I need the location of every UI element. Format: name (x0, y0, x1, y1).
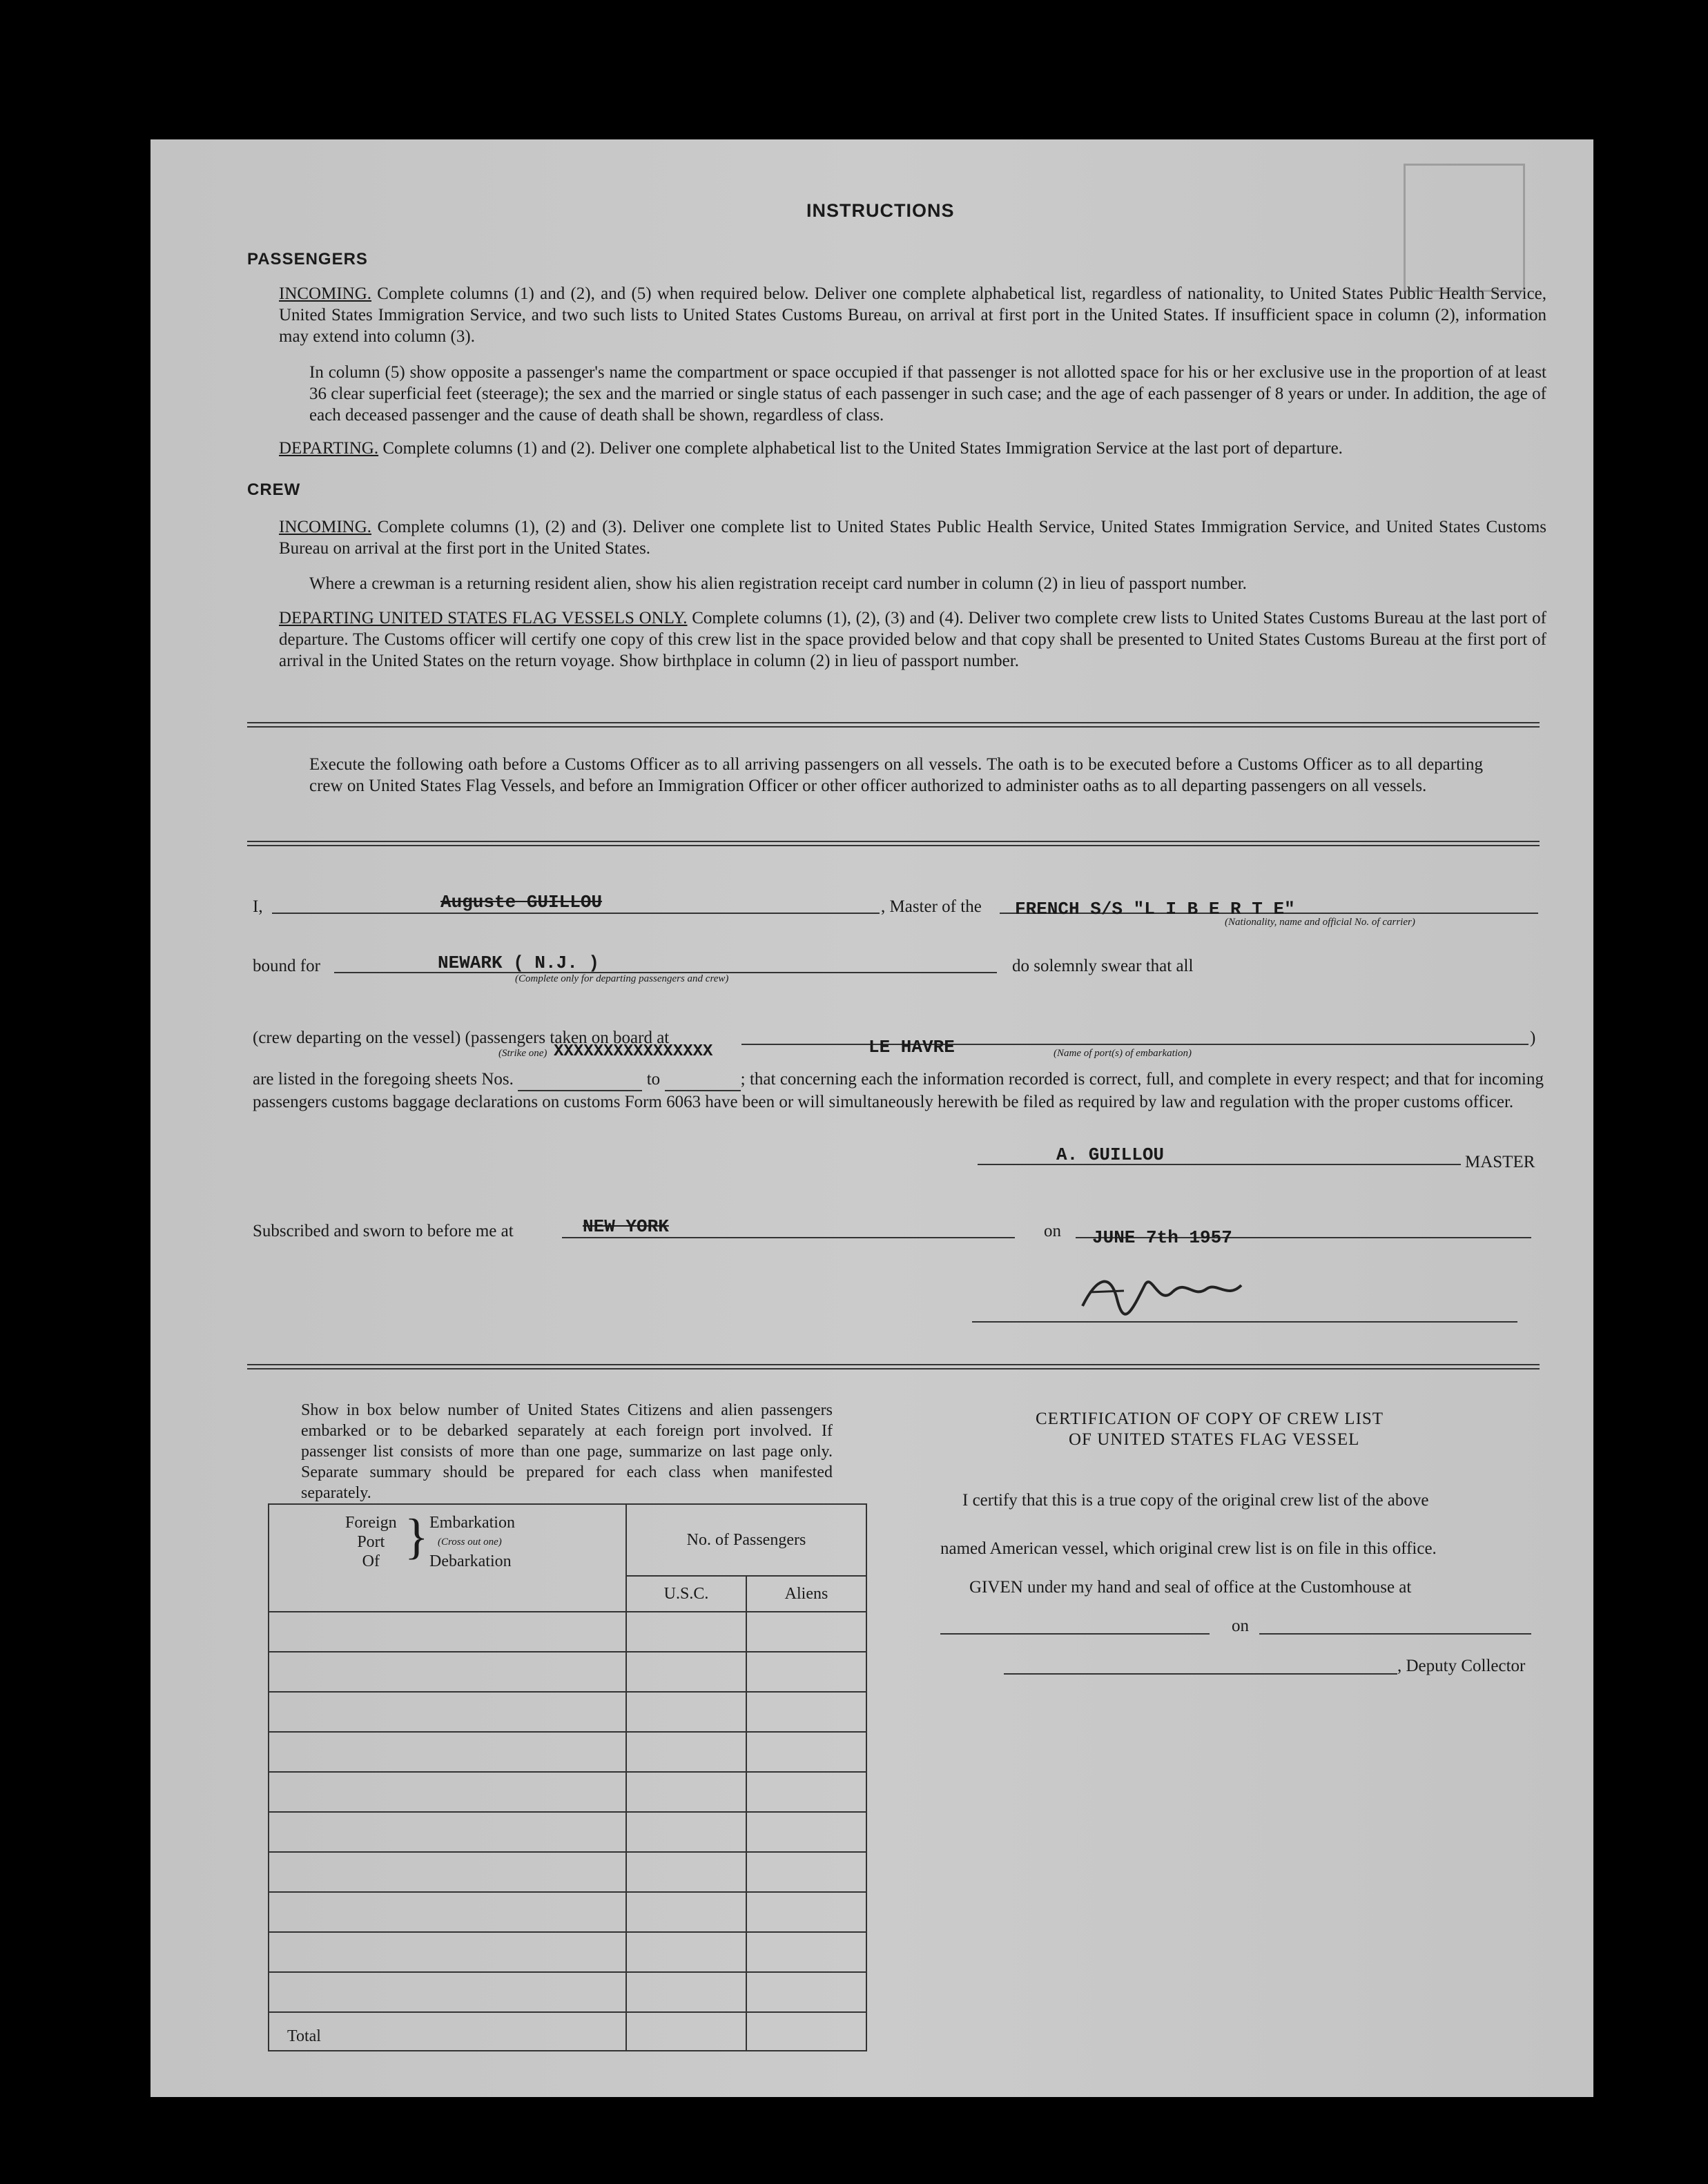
sheets-rest: ; that concerning each the information recorded is correct, full, and complete in every respect; and that for incoming passengers customs baggage declarations on customs Form 6063 have been or will simultaneously herewith be filed as required by law and regulation with the proper customs officer. (253, 1070, 1544, 1111)
sheets-to-blank (665, 1069, 741, 1091)
received-stamp (1404, 164, 1525, 292)
crew-departing-text: Complete columns (1), (2), (3) and (4). Deliver two complete crew lists to United States Customs Bureau at the last port of departure. The Customs officer will certify one copy of this crew list in the space provided below and that copy shall be presented to United States Customs Bureau at the first port of arrival in the United States on the return voyage. Show birthplace in column (2) in lieu of passport number. (279, 609, 1547, 670)
col-foreign: Foreign (345, 1514, 397, 1532)
table-row (269, 1892, 626, 1932)
no-passengers-header: No. of Passengers (626, 1504, 866, 1576)
passengers-heading: PASSENGERS (247, 250, 368, 269)
master-of-label: , Master of the (881, 897, 982, 916)
sheets-from-blank (518, 1069, 642, 1091)
swear-text: do solemnly swear that all (1012, 957, 1194, 975)
col-embarkation: Embarkation (429, 1514, 515, 1532)
divider (247, 841, 1540, 846)
document-page (151, 139, 1593, 2097)
table-row (269, 1972, 626, 2012)
page-title: INSTRUCTIONS (806, 200, 955, 221)
passengers-departing-paragraph (279, 438, 1546, 459)
sworn-place-value: NEW YORK (583, 1216, 669, 1237)
port-line (741, 1044, 1529, 1045)
table-row (269, 1812, 626, 1852)
official-signature (1069, 1258, 1276, 1327)
table-row (269, 1692, 626, 1732)
deputy-collector-label: , Deputy Collector (1397, 1657, 1526, 1675)
passengers-departing-text: Complete columns (1) and (2). Deliver one complete alphabetical list to the United States Immigration Service at the last port of departure. (382, 439, 1343, 458)
certification-line1: I certify that this is a true copy of the original crew list of the above (962, 1491, 1429, 1510)
divider (247, 1364, 1540, 1369)
passenger-summary-table (268, 1503, 867, 2051)
strike-marks: XXXXXXXXXXXXXXXX (554, 1042, 713, 1061)
strike-caption: (Strike one) (498, 1048, 547, 1059)
sheets-paragraph (253, 1069, 1544, 1113)
passengers-column5-paragraph: In column (5) show opposite a passenger's name the compartment or space occupied if that passenger is not allotted space for his or her exclusive use in the proportion of at least 36 clear superficial feet (steerage); the sex and the married or single status of each passenger in such case; and the age of each passenger of 8 years or under. In addition, the age of each deceased passenger and the cause of death shall be shown, regardless of class. (309, 363, 1546, 425)
col-cross-out: (Cross out one) (438, 1537, 502, 1548)
passengers-departing-label: DEPARTING. (279, 439, 379, 458)
oath-i-label: I, (253, 897, 263, 916)
aliens-header: Aliens (746, 1576, 866, 1612)
crew-incoming-label: INCOMING. (279, 518, 372, 536)
table-row (269, 1932, 626, 1972)
total-usc (626, 2012, 746, 2051)
certification-title-line2: OF UNITED STATES FLAG VESSEL (1069, 1430, 1360, 1449)
certification-date-line (1259, 1633, 1531, 1635)
certification-line3: GIVEN under my hand and seal of office at the Customhouse at (969, 1578, 1412, 1597)
sheets-to-label: to (646, 1070, 661, 1089)
vessel-caption: (Nationality, name and official No. of carrier) (1225, 917, 1415, 928)
crew-incoming-paragraph (279, 516, 1546, 559)
col-debarkation: Debarkation (429, 1552, 512, 1570)
vessel-value: FRENCH S/S "L I B E R T E" (1015, 899, 1295, 919)
sworn-place-line (562, 1237, 1015, 1238)
master-label: MASTER (1465, 1153, 1535, 1171)
usc-header: U.S.C. (626, 1576, 746, 1612)
table-row (269, 1612, 626, 1652)
port-caption: (Name of port(s) of embarkation) (1054, 1048, 1192, 1059)
col-of: Of (362, 1552, 380, 1570)
certification-on-label: on (1232, 1617, 1249, 1635)
crew-incoming-text: Complete columns (1), (2) and (3). Deliver one complete list to United States Public Health Service, United States Immigration Service, and United States Customs Bureau on arrival at the first port in the United States. (279, 518, 1547, 558)
bound-for-label: bound for (253, 957, 320, 975)
passengers-incoming-text: Complete columns (1) and (2), and (5) when required below. Deliver one complete alphabetical list, regardless of nationality, to United States Public Health Service, United States Immigration Service, and two such lists to United States Customs Bureau, on arrival at first port in the United States. If insufficient space in column (2), information may extend into column (3). (279, 284, 1547, 346)
port-header-cell: Foreign Port Of } Embarkation (Cross out one) Debarkation (269, 1504, 626, 1612)
crew-departing-paragraph (279, 607, 1546, 672)
divider (247, 722, 1540, 728)
on-label: on (1044, 1222, 1061, 1240)
deputy-signature-line (1004, 1673, 1397, 1675)
destination-value: NEWARK ( N.J. ) (438, 953, 600, 973)
master-signature-value: A. GUILLOU (1056, 1144, 1165, 1165)
certification-title-line1: CERTIFICATION OF COPY OF CREW LIST (1036, 1410, 1384, 1428)
port-embarked-value: LE HAVRE (868, 1037, 955, 1057)
total-label: Total (269, 2012, 626, 2051)
oath-intro-paragraph: Execute the following oath before a Customs Officer as to all arriving passengers on all vessels. The oath is to be executed before a Customs Officer as to all departing crew on United States Flag Vessels, and before an Immigration Officer or other officer authorized to administer oaths as to all departing passengers on all vessels. (309, 755, 1483, 795)
crew-departing-text: (crew departing on the vessel) (passengers taken on board at (253, 1028, 670, 1047)
total-aliens (746, 2012, 866, 2051)
sheets-prefix: are listed in the foregoing sheets Nos. (253, 1070, 514, 1089)
passengers-incoming-label: INCOMING. (279, 284, 372, 303)
master-name-line (272, 913, 880, 914)
crew-resident-paragraph: Where a crewman is a returning resident alien, show his alien registration receipt card number in column (2) in lieu of passport number. (309, 574, 1247, 593)
subscribed-label: Subscribed and sworn to before me at (253, 1222, 514, 1240)
summary-instructions: Show in box below number of United States Citizens and alien passengers embarked or to be debarked separately at each foreign port involved. If passenger list consists of more than one page, summarize on last page only. Separate summary should be prepared for each class when manifested separately. (301, 1401, 833, 1502)
customhouse-line (940, 1633, 1210, 1635)
table-row (269, 1852, 626, 1892)
master-name-value: Auguste GUILLOU (440, 892, 603, 913)
close-paren: ) (1530, 1028, 1536, 1047)
certification-line2: named American vessel, which original crew list is on file in this office. (940, 1539, 1437, 1558)
col-port: Port (357, 1533, 385, 1551)
sworn-date-value: JUNE 7th 1957 (1092, 1227, 1232, 1248)
crew-heading: CREW (247, 480, 301, 499)
table-row (269, 1732, 626, 1772)
crew-departing-label: DEPARTING UNITED STATES FLAG VESSELS ONLY. (279, 609, 688, 627)
table-row (269, 1772, 626, 1812)
official-signature-line (972, 1321, 1517, 1323)
table-row (269, 1652, 626, 1692)
master-signature-line (978, 1164, 1461, 1165)
passengers-incoming-paragraph (279, 283, 1546, 347)
destination-caption: (Complete only for departing passengers and crew) (515, 973, 729, 984)
